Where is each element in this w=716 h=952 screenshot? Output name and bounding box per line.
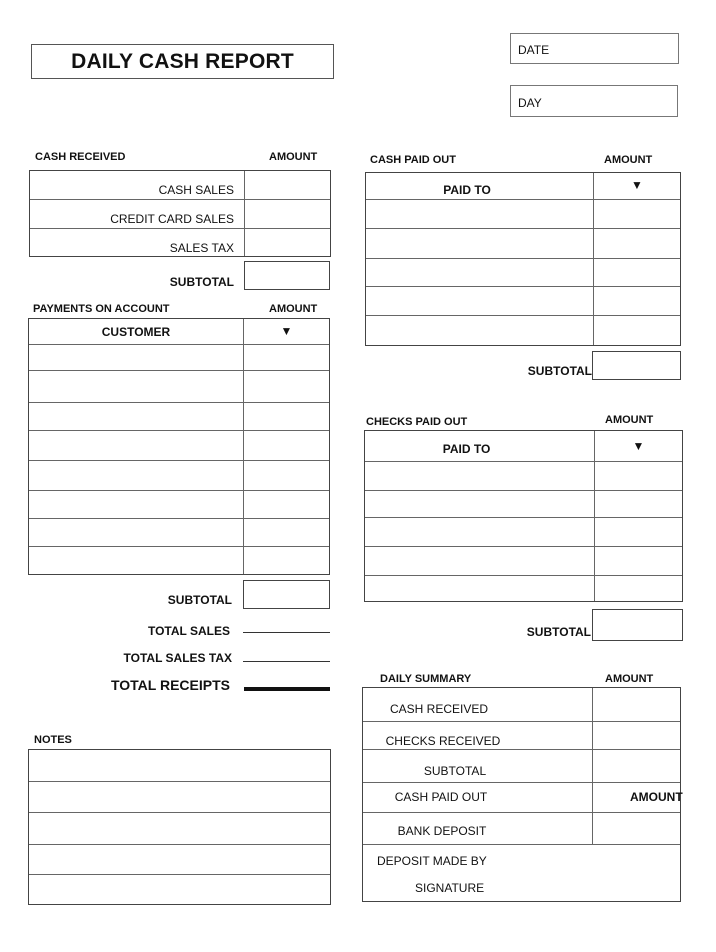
signature-field[interactable] <box>483 848 678 900</box>
checks-paid-out-amount-label: AMOUNT <box>605 414 654 426</box>
total-receipts-line[interactable] <box>244 687 330 691</box>
summary-cash-received-amount[interactable] <box>593 688 680 721</box>
payments-subtotal-label: SUBTOTAL <box>167 593 232 607</box>
checks-paid-out-subtotal-field[interactable] <box>592 609 683 641</box>
daily-summary-amount-label: AMOUNT <box>605 673 654 685</box>
checks-paid-out-heading: CHECKS PAID OUT <box>366 416 468 428</box>
cash-paid-out-sort-arrow-icon: ▼ <box>631 178 643 192</box>
payments-sort-arrow-icon: ▼ <box>280 324 293 338</box>
summary-checks-received-amount[interactable] <box>593 722 680 749</box>
payments-amount-label: AMOUNT <box>269 303 318 315</box>
checks-paid-out-table <box>364 430 683 602</box>
payments-on-account-heading: PAYMENTS ON ACCOUNT <box>33 303 170 315</box>
cash-paid-out-subtotal-field[interactable] <box>592 351 681 380</box>
total-sales-label: TOTAL SALES <box>147 624 230 638</box>
cash-received-subtotal-label: SUBTOTAL <box>169 275 234 289</box>
cash-paid-out-heading: CASH PAID OUT <box>370 154 456 166</box>
summary-checks-received-label: CHECKS RECEIVED <box>385 734 501 748</box>
cash-paid-out-table <box>365 172 681 346</box>
total-sales-line[interactable] <box>243 632 330 633</box>
cash-paid-out-amount-label: AMOUNT <box>604 154 653 166</box>
total-sales-tax-label: TOTAL SALES TAX <box>123 651 232 665</box>
daily-summary-table <box>362 687 681 902</box>
signature-label: SIGNATURE <box>415 881 485 895</box>
payments-table <box>28 318 330 575</box>
cash-received-subtotal-field[interactable] <box>244 261 330 290</box>
notes-heading: NOTES <box>34 734 72 746</box>
total-receipts-label: TOTAL RECEIPTS <box>110 677 230 693</box>
credit-card-sales-label: CREDIT CARD SALES <box>110 212 234 226</box>
date-field[interactable] <box>510 33 679 64</box>
summary-bank-deposit-amount[interactable] <box>593 813 680 844</box>
cash-sales-amount[interactable] <box>245 171 330 199</box>
summary-cash-paid-out-amount: AMOUNT <box>630 790 683 804</box>
notes-box[interactable] <box>28 749 331 905</box>
cash-received-table <box>29 170 331 257</box>
summary-cash-paid-out-label: CASH PAID OUT <box>394 790 488 804</box>
summary-subtotal-amount[interactable] <box>593 750 680 782</box>
sales-tax-label: SALES TAX <box>169 241 234 255</box>
cash-received-heading: CASH RECEIVED <box>35 151 126 163</box>
credit-card-sales-amount[interactable] <box>245 200 330 228</box>
total-sales-tax-line[interactable] <box>243 661 330 662</box>
day-label: DAY <box>518 96 542 110</box>
daily-summary-heading: DAILY SUMMARY <box>380 673 472 685</box>
sales-tax-amount[interactable] <box>245 229 330 256</box>
day-field[interactable] <box>510 85 678 117</box>
summary-subtotal-label: SUBTOTAL <box>423 764 487 778</box>
title-box <box>31 44 334 79</box>
customer-column-header: CUSTOMER <box>101 325 171 339</box>
deposit-made-by-label: DEPOSIT MADE BY <box>377 854 487 868</box>
checks-paid-out-sort-arrow-icon: ▼ <box>632 439 645 453</box>
summary-bank-deposit-label: BANK DEPOSIT <box>397 824 487 838</box>
checks-paid-out-subtotal-label: SUBTOTAL <box>526 625 591 639</box>
checks-paid-to-column-header: PAID TO <box>442 442 491 456</box>
date-label: DATE <box>518 43 550 57</box>
summary-cash-received-label: CASH RECEIVED <box>389 702 489 716</box>
cash-received-amount-label: AMOUNT <box>269 151 318 163</box>
payments-subtotal-field[interactable] <box>243 580 330 609</box>
cash-sales-label: CASH SALES <box>158 183 234 197</box>
page-title: DAILY CASH REPORT <box>71 50 294 73</box>
cash-paid-to-column-header: PAID TO <box>443 183 491 197</box>
cash-paid-out-subtotal-label: SUBTOTAL <box>527 364 592 378</box>
